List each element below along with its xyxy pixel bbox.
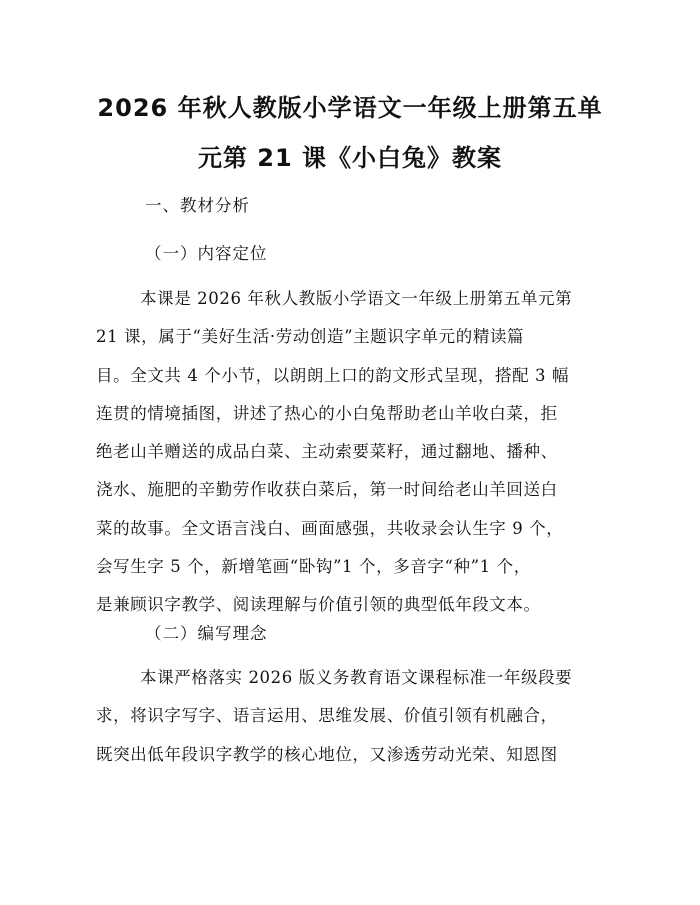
paragraph-compilation-philosophy (96, 659, 608, 774)
paragraph-line: 目。全文共 4 个小节，以朗朗上口的韵文形式呈现，搭配 3 幅 (96, 365, 570, 385)
paragraph-line: 绝老山羊赠送的成品白菜、主动索要菜籽，通过翻地、播种、 (96, 442, 558, 462)
paragraph-line: 本课严格落实 2026 版义务教育语文课程标准一年级段要 (140, 668, 573, 687)
paragraph-line: 菜的故事。全文语言浅白、画面感强，共收录会认生字 9 个， (96, 518, 564, 538)
section-heading-textbook-analysis: 一、教材分析 (145, 196, 250, 215)
paragraph-line: 浇水、施肥的辛勤劳作收获白菜后，第一时间给老山羊回送白 (96, 480, 558, 500)
paragraph-line: 本课是 2026 年秋人教版小学语文一年级上册第五单元第 (140, 289, 573, 308)
paragraph-line: 会写生字 5 个，新增笔画“卧钩”1 个，多音字“种”1 个， (96, 557, 531, 577)
paragraph-line: 既突出低年段识字教学的核心地位，又渗透劳动光荣、知恩图 (96, 744, 558, 764)
paragraph-line: 21 课，属于“美好生活·劳动创造”主题识字单元的精读篇 (96, 327, 525, 347)
subsection-heading-content-positioning: （一）内容定位 (145, 244, 268, 263)
paragraph-line: 是兼顾识字教学、阅读理解与价值引领的典型低年段文本。 (96, 595, 541, 615)
paragraph-content-positioning (96, 280, 608, 625)
paragraph-line: 连贯的情境插图，讲述了热心的小白兔帮助老山羊收白菜，拒 (96, 403, 558, 423)
document-title-line-1: 2026 年秋人教版小学语文一年级上册第五单 (97, 94, 603, 122)
subsection-heading-compilation-philosophy: （二）编写理念 (145, 624, 268, 643)
paragraph-line: 求，将识字写字、语言运用、思维发展、价值引领有机融合， (96, 706, 558, 726)
document-title-line-2: 元第 21 课《小白兔》教案 (197, 144, 503, 172)
